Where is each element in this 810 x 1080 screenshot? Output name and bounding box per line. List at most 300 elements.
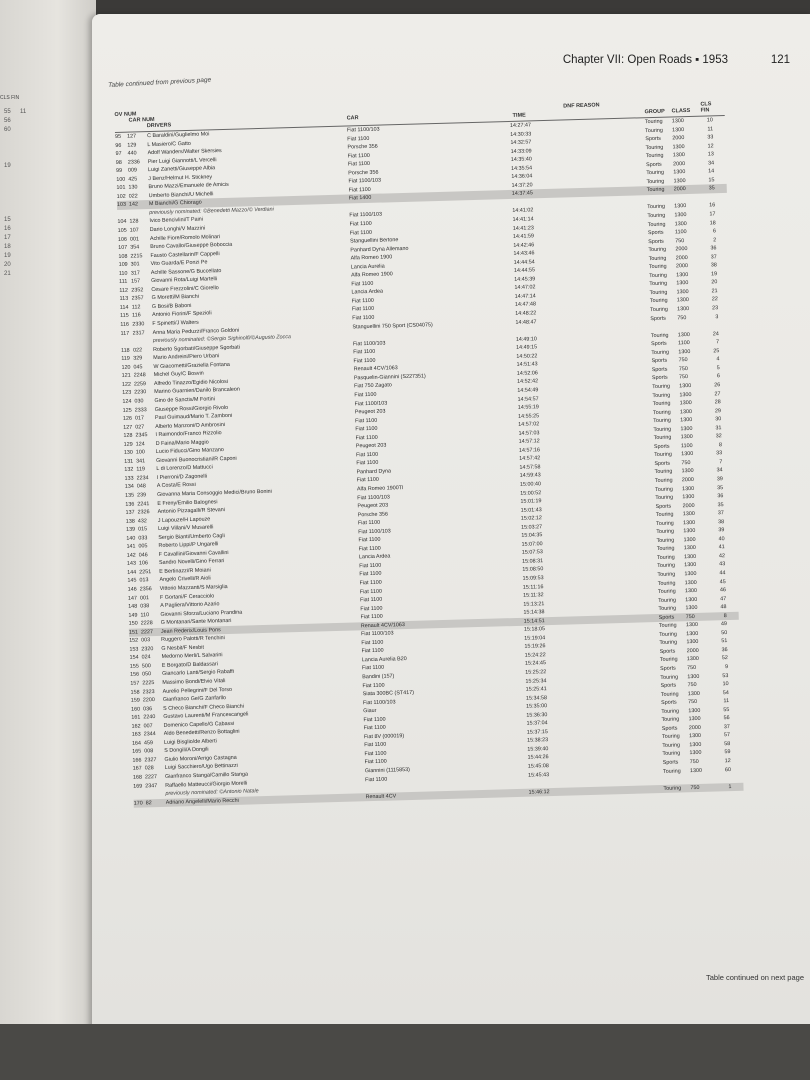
class-cell: 750	[677, 314, 687, 321]
group-cell: Sports	[661, 725, 678, 732]
class-cell: 1300	[679, 400, 692, 407]
ov-num-cell: 167	[132, 765, 142, 773]
cls-fin-cell: 35	[717, 501, 724, 508]
drivers-cell: Aurelio Pellegrini/F Del Torso	[162, 686, 233, 695]
class-cell: 750	[687, 682, 697, 689]
class-cell: 1300	[674, 203, 687, 210]
cls-fin-cell: 43	[719, 561, 726, 568]
cls-fin-cell: 2	[713, 236, 717, 243]
car-cell: Fiat 1100	[364, 742, 387, 749]
ov-num-cell: 103	[116, 202, 127, 209]
time-cell: 14:49:15	[516, 344, 538, 352]
car-num-cell: 2345	[135, 432, 148, 439]
prev-page-value	[4, 180, 11, 189]
group-cell: Touring	[650, 306, 668, 314]
class-cell: 750	[678, 374, 689, 381]
time-cell: 15:19:04	[524, 634, 546, 642]
class-cell: 1300	[681, 468, 694, 475]
time-cell: 15:25:22	[525, 669, 547, 676]
prev-page-value	[4, 324, 11, 333]
prev-page-value	[4, 189, 11, 198]
prev-page-value	[20, 198, 26, 207]
drivers-cell: I Pierroni/D Zagonelli	[156, 473, 208, 481]
prev-page-value	[4, 495, 11, 504]
prev-page-value	[4, 468, 11, 477]
cls-fin-cell: 22	[711, 296, 718, 303]
prev-page-value: 19	[4, 163, 11, 169]
drivers-cell: Sandro Novelli/Gino Ferrari	[158, 558, 225, 567]
class-cell: 750	[689, 758, 699, 766]
prev-page-value	[20, 117, 26, 126]
car-cell: Fiat 1100	[353, 357, 376, 365]
car-num-cell: 028	[144, 765, 154, 772]
table-surface	[0, 1024, 810, 1080]
car-cell: Lancia Aurelia B20	[361, 655, 407, 664]
prev-page-value	[20, 369, 26, 378]
drivers-cell: Antonio Pizzagalli/R Stevani	[157, 507, 226, 516]
class-cell: 1300	[683, 553, 697, 561]
continued-from-note: Table continued from previous page	[108, 76, 212, 89]
prev-page-value	[20, 288, 26, 297]
car-cell: Fiat 1100	[359, 562, 382, 570]
group-cell: Touring	[650, 332, 669, 339]
group-cell: Sports	[662, 759, 679, 766]
cls-fin-cell: 4	[716, 356, 720, 363]
ov-num-cell: 134	[124, 484, 134, 491]
class-cell: 1300	[683, 545, 696, 552]
ov-num-cell: 155	[129, 663, 139, 670]
ov-num-cell: 122	[121, 381, 132, 388]
group-cell: Sports	[645, 135, 662, 143]
time-cell: 15:24:45	[524, 660, 547, 668]
time-cell: 15:00:40	[519, 481, 542, 488]
cls-fin-cell: 56	[723, 715, 730, 722]
class-cell: 1300	[680, 417, 693, 424]
group-cell: Sports	[659, 648, 676, 655]
class-cell: 1300	[679, 382, 692, 390]
time-cell: 14:54:57	[517, 395, 539, 403]
prev-page-value	[4, 387, 11, 396]
car-num-cell: 2336	[127, 158, 140, 166]
ov-num-cell: 143	[126, 560, 137, 568]
cls-fin-cell: 32	[715, 433, 722, 440]
car-num-cell: 2333	[134, 406, 147, 414]
class-cell: 2000	[688, 724, 701, 732]
drivers-cell: Luigi Zanetti/Giuseppe Albia	[147, 165, 216, 174]
drivers-cell: W Giacometti/Graziella Fontana	[153, 361, 230, 370]
time-cell: 14:27:47	[509, 122, 531, 129]
car-cell: Fiat 1100	[364, 750, 387, 758]
cls-fin-cell: 8	[723, 612, 727, 619]
car-num-cell: 050	[142, 671, 152, 678]
prev-page-value: 17	[4, 235, 11, 241]
car-num-cell: 127	[127, 133, 137, 140]
ov-num-cell: 162	[131, 723, 141, 730]
car-cell: Fiat 1400	[348, 195, 372, 202]
car-num-cell: 119	[136, 466, 146, 473]
drivers-cell: G Moretti/M Bianchi	[151, 294, 200, 302]
ov-num-cell: 150	[128, 620, 138, 627]
ov-num-cell: 104	[117, 219, 127, 226]
drivers-cell: Anna Maria Peduzzi/Franco Goldoni	[152, 327, 240, 336]
drivers-cell: Paul Guimaud/Mario T. Zamboni	[154, 412, 233, 422]
cls-fin-cell: 20	[711, 279, 718, 286]
prev-page-value	[4, 198, 11, 207]
time-cell: 14:55:19	[517, 404, 539, 411]
ov-num-cell: 97	[115, 150, 122, 158]
time-cell: 14:37:45	[511, 190, 533, 198]
ov-num-cell: 135	[125, 492, 135, 499]
time-cell: 14:57:16	[518, 447, 541, 454]
car-num-cell: 017	[134, 415, 145, 422]
car-num-cell: 2352	[131, 287, 144, 294]
drivers-cell: Domenico Capello/G Cabassi	[163, 720, 235, 729]
drivers-cell: Giancarlo Lanti/Sergio Rabaffi	[162, 669, 234, 678]
group-cell: Touring	[652, 400, 671, 408]
prev-page-value	[20, 270, 26, 279]
drivers-cell: A Pagliera/Vittorio Azario	[160, 601, 220, 609]
time-cell: 15:37:04	[526, 720, 548, 728]
ov-num-cell: 120	[121, 364, 131, 371]
prev-page-value	[4, 432, 11, 441]
group-cell: Touring	[656, 520, 674, 527]
cls-fin-cell: 31	[715, 424, 722, 432]
car-num-cell: 2234	[136, 475, 149, 482]
car-num-cell: 2225	[142, 680, 155, 687]
prev-page-value	[4, 450, 11, 459]
nomination-note: previously nominated: ©Sergio Sighinolfi/©Augusto Zocca	[152, 334, 292, 345]
prev-page-value	[20, 387, 26, 396]
cls-fin-cell: 45	[719, 578, 726, 585]
group-cell: Touring	[654, 468, 673, 476]
class-cell: 1300	[676, 271, 689, 279]
prev-page-value	[4, 351, 11, 360]
car-num-cell: 022	[128, 193, 138, 200]
col-drivers: DRIVERS	[146, 122, 172, 130]
time-cell: 15:45:08	[527, 763, 549, 770]
prev-page-value	[4, 306, 11, 315]
ov-num-cell: 125	[122, 407, 132, 414]
cls-fin-cell: 39	[716, 476, 723, 483]
car-cell: Fiat 1100	[354, 391, 377, 399]
drivers-cell: Giuseppe Rossi/Giorgio Rivolo	[154, 404, 229, 413]
car-cell: Peugeot 203	[357, 502, 389, 510]
class-cell: 1300	[683, 536, 696, 544]
ov-num-cell: 163	[131, 731, 141, 739]
time-cell: 14:57:58	[519, 464, 541, 471]
car-num-cell: 425	[128, 176, 138, 183]
car-num-cell: 003	[141, 637, 151, 644]
class-cell: 1300	[681, 451, 694, 458]
time-cell: 15:39:40	[527, 746, 549, 753]
col-group: GROUP	[644, 108, 665, 116]
ov-num-cell: 102	[116, 193, 126, 200]
prev-page-value	[4, 207, 11, 216]
col-car: CAR	[346, 115, 359, 122]
class-cell: 1300	[688, 707, 701, 714]
ov-num-cell: 156	[130, 671, 140, 679]
car-num-cell: 110	[140, 611, 150, 619]
car-cell: Fiat 1100	[358, 545, 381, 553]
car-cell: Fiat 1100	[353, 349, 376, 356]
cls-fin-cell: 53	[722, 672, 729, 679]
cls-fin-cell: 37	[710, 253, 717, 261]
group-cell: Touring	[648, 263, 667, 271]
car-num-cell: 107	[129, 227, 139, 234]
ov-num-cell: 128	[123, 432, 133, 440]
cls-fin-cell: 23	[712, 305, 719, 312]
car-num-cell: 354	[130, 244, 140, 251]
prev-page-value: 16	[4, 226, 11, 232]
prev-page-value	[4, 315, 11, 324]
cls-fin-cell: 47	[720, 595, 727, 602]
car-cell: Fiat 1100	[356, 460, 379, 467]
prev-page-value	[20, 315, 26, 324]
drivers-cell: E Bertinazzi/R Moiani	[159, 567, 211, 575]
time-cell: 14:41:02	[512, 207, 534, 215]
car-cell: Fiat 1100/103	[360, 630, 394, 638]
car-cell: Fiat 1100	[351, 280, 374, 288]
car-num-cell: 239	[137, 492, 147, 499]
car-num-cell: 130	[128, 184, 138, 191]
time-cell: 14:33:09	[510, 148, 532, 155]
car-num-cell: 005	[138, 543, 148, 550]
time-cell: 15:35:00	[526, 703, 548, 710]
prev-page-value	[20, 486, 26, 495]
group-cell: Touring	[659, 639, 678, 647]
class-cell: 2000	[682, 502, 695, 509]
class-cell: 750	[687, 664, 697, 672]
cls-fin-cell: 46	[719, 587, 727, 594]
car-num-cell: 2248	[133, 372, 146, 379]
group-cell: Touring	[658, 597, 677, 604]
ov-num-cell: 107	[118, 244, 128, 252]
car-cell: Fiat 1100	[361, 648, 384, 655]
ov-num-cell: 141	[126, 543, 136, 551]
prev-page-value	[4, 342, 11, 351]
prev-page-value	[20, 324, 26, 333]
ov-num-cell: 127	[123, 424, 133, 431]
car-cell: Panhard Dyna	[356, 468, 392, 476]
car-cell: Renault 4CV/1063	[360, 621, 405, 630]
group-cell: Sports	[647, 229, 664, 237]
time-cell: 15:37:15	[526, 728, 548, 736]
group-cell: Sports	[651, 340, 667, 348]
ov-num-cell: 146	[127, 586, 137, 593]
class-cell: 1300	[672, 126, 685, 133]
drivers-cell: Giovanna Maria Consoggio Medici/Bruno Bonini	[157, 488, 272, 498]
col-time: TIME	[512, 112, 526, 119]
cls-fin-cell: 39	[718, 527, 725, 534]
time-cell: 14:36:04	[511, 173, 533, 181]
car-num-cell: 82	[145, 799, 152, 807]
class-cell: 2000	[672, 160, 686, 168]
page-number: 121	[770, 54, 790, 66]
prev-page-value: 11	[20, 109, 27, 115]
time-cell: 14:48:47	[515, 318, 537, 326]
class-cell: 750	[685, 613, 695, 620]
car-cell: Porsche 356	[357, 511, 389, 518]
class-cell: 1100	[674, 229, 687, 236]
class-cell: 1300	[682, 511, 695, 518]
car-num-cell: 329	[133, 355, 143, 362]
cls-fin-cell: 50	[721, 629, 728, 637]
time-cell: 14:41:23	[512, 224, 534, 232]
drivers-cell: S Checo Bianchi/F Checo Bianchi	[162, 703, 245, 712]
car-num-cell: 045	[133, 364, 143, 371]
cls-fin-cell: 59	[724, 749, 731, 756]
group-cell: Touring	[646, 187, 665, 194]
cls-fin-cell: 5	[716, 365, 720, 372]
drivers-cell: Vito Guarda/E Ponzi Pe	[150, 259, 208, 268]
group-cell: Touring	[655, 486, 673, 493]
car-cell: Fiat 1100	[349, 220, 372, 228]
car-cell: Pasquelin-Giannini (S227351)	[353, 373, 426, 382]
drivers-cell: Vittorio Mazzanti/S Marsiglia	[159, 584, 228, 592]
prev-page-value	[20, 279, 26, 288]
ov-num-cell: 98	[115, 159, 122, 166]
group-cell: Touring	[652, 383, 671, 391]
drivers-cell: Roberto Lippi/P Ungarelli	[158, 541, 219, 550]
class-cell: 1300	[684, 570, 697, 578]
car-num-cell: 008	[144, 748, 154, 755]
cls-fin-cell: 38	[710, 262, 717, 269]
drivers-cell: Giovanni Sforza/Luciano Prandina	[160, 609, 243, 618]
prev-page-value: 21	[4, 271, 11, 277]
class-cell: 1300	[687, 690, 700, 697]
ov-num-cell: 139	[125, 526, 136, 533]
group-cell: Sports	[658, 614, 675, 621]
class-cell: 1300	[684, 579, 697, 586]
car-num-cell: 459	[143, 739, 154, 747]
ov-num-cell: 129	[123, 441, 133, 448]
prev-page-value	[4, 477, 11, 486]
group-cell: Touring	[660, 674, 679, 681]
cls-fin-cell: 40	[718, 535, 725, 543]
drivers-cell: Giovanni Buonocristiani/R Caponi	[156, 455, 237, 464]
group-cell: Touring	[649, 298, 668, 305]
time-cell: 14:43:46	[513, 250, 535, 258]
time-cell: 15:00:52	[520, 489, 542, 497]
prev-page-value	[20, 468, 26, 477]
ov-num-cell: 144	[127, 569, 137, 576]
group-cell: Touring	[656, 545, 675, 553]
time-cell: 14:37:20	[511, 182, 533, 189]
group-cell: Touring	[644, 118, 663, 126]
cls-fin-cell: 10	[706, 117, 713, 124]
group-cell: Touring	[662, 742, 681, 749]
car-cell: Renault 4CV	[365, 793, 397, 800]
car-num-cell: 2317	[132, 329, 145, 337]
drivers-cell: E Borgato/D Baldassari	[161, 661, 218, 669]
prev-page-value	[20, 207, 26, 216]
group-cell: Touring	[647, 221, 666, 228]
prev-page-value	[4, 153, 11, 162]
time-cell: 14:57:12	[518, 438, 540, 446]
drivers-cell: Alfredo Tinazzo/Egidio Nicolosi	[153, 378, 229, 387]
cls-fin-cell: 36	[721, 646, 728, 654]
group-cell: Sports	[651, 357, 668, 365]
ov-num-cell: 130	[123, 449, 133, 457]
car-cell: Fiat 1100	[355, 451, 379, 459]
car-num-cell: 2323	[142, 688, 155, 695]
car-num-cell: 2240	[143, 714, 156, 721]
ov-num-cell: 105	[117, 227, 127, 234]
cls-fin-cell: 27	[714, 390, 721, 397]
cls-fin-cell: 60	[724, 766, 732, 773]
time-cell: 14:57:42	[519, 455, 541, 463]
class-cell: 1300	[676, 288, 689, 296]
car-num-cell: 027	[135, 423, 145, 431]
ov-num-cell: 164	[131, 740, 142, 747]
car-cell: Lancia Aurelia	[350, 263, 385, 271]
time-cell: 15:04:35	[521, 532, 543, 540]
car-num-cell: 001	[129, 235, 140, 243]
ov-num-cell: 149	[128, 612, 138, 619]
ov-num-cell: 170	[133, 800, 143, 807]
car-num-cell: 001	[139, 594, 150, 601]
time-cell: 14:30:33	[510, 130, 532, 138]
time-cell: 14:44:55	[513, 267, 536, 275]
car-num-cell: 440	[127, 150, 137, 157]
drivers-cell: Adriano Angelelli/Mario Recchi	[165, 797, 239, 806]
car-num-cell: 112	[131, 304, 141, 311]
group-cell: Touring	[649, 272, 667, 279]
cls-fin-cell: 17	[709, 211, 716, 218]
car-cell: Fiat 1100/103	[358, 528, 391, 536]
cls-fin-cell: 35	[708, 185, 715, 192]
class-cell: 1300	[682, 485, 695, 492]
car-cell: Fiat 1100	[347, 161, 371, 168]
class-cell: 1300	[674, 212, 687, 219]
car-cell: Fiat 1100	[361, 639, 384, 647]
ov-num-cell: 110	[118, 270, 128, 277]
prev-page-value	[4, 423, 11, 432]
prev-page-value	[20, 450, 26, 459]
group-cell: Sports	[651, 366, 668, 373]
time-cell: 14:49:10	[515, 335, 537, 343]
ov-num-cell: 138	[125, 518, 135, 525]
class-cell: 1300	[688, 716, 701, 723]
prev-page-value	[20, 351, 26, 360]
drivers-cell: G Montanari/Sante Montanari	[160, 618, 232, 627]
drivers-cell: L Masiero/C Gatto	[147, 140, 191, 148]
class-cell: 1300	[676, 297, 689, 304]
drivers-cell: Gino de Sanctis/M Fortini	[154, 396, 216, 404]
cls-fin-cell: 6	[716, 373, 721, 380]
col-cls-fin: CLS FIN	[700, 101, 712, 114]
group-cell: Touring	[653, 434, 672, 442]
group-cell: Touring	[655, 494, 674, 502]
prev-page-value	[4, 144, 11, 153]
group-cell: Touring	[645, 144, 664, 151]
time-cell: 14:57:02	[518, 421, 540, 428]
car-num-cell: 2357	[131, 295, 144, 302]
car-cell: Lancia Ardea	[351, 288, 384, 296]
car-num-cell: 2347	[145, 782, 158, 789]
ov-num-cell: 123	[122, 390, 132, 397]
prev-page-value	[20, 234, 26, 243]
ov-num-cell: 166	[132, 757, 142, 764]
cls-fin-cell: 34	[707, 160, 715, 167]
cls-fin-cell: 30	[715, 416, 722, 423]
prev-page-value	[4, 279, 11, 288]
ov-num-cell: 111	[119, 278, 128, 286]
cls-fin-cell: 33	[707, 134, 714, 141]
prev-page-value	[20, 459, 26, 468]
group-cell: Touring	[649, 289, 668, 297]
prev-page-value	[20, 495, 26, 504]
